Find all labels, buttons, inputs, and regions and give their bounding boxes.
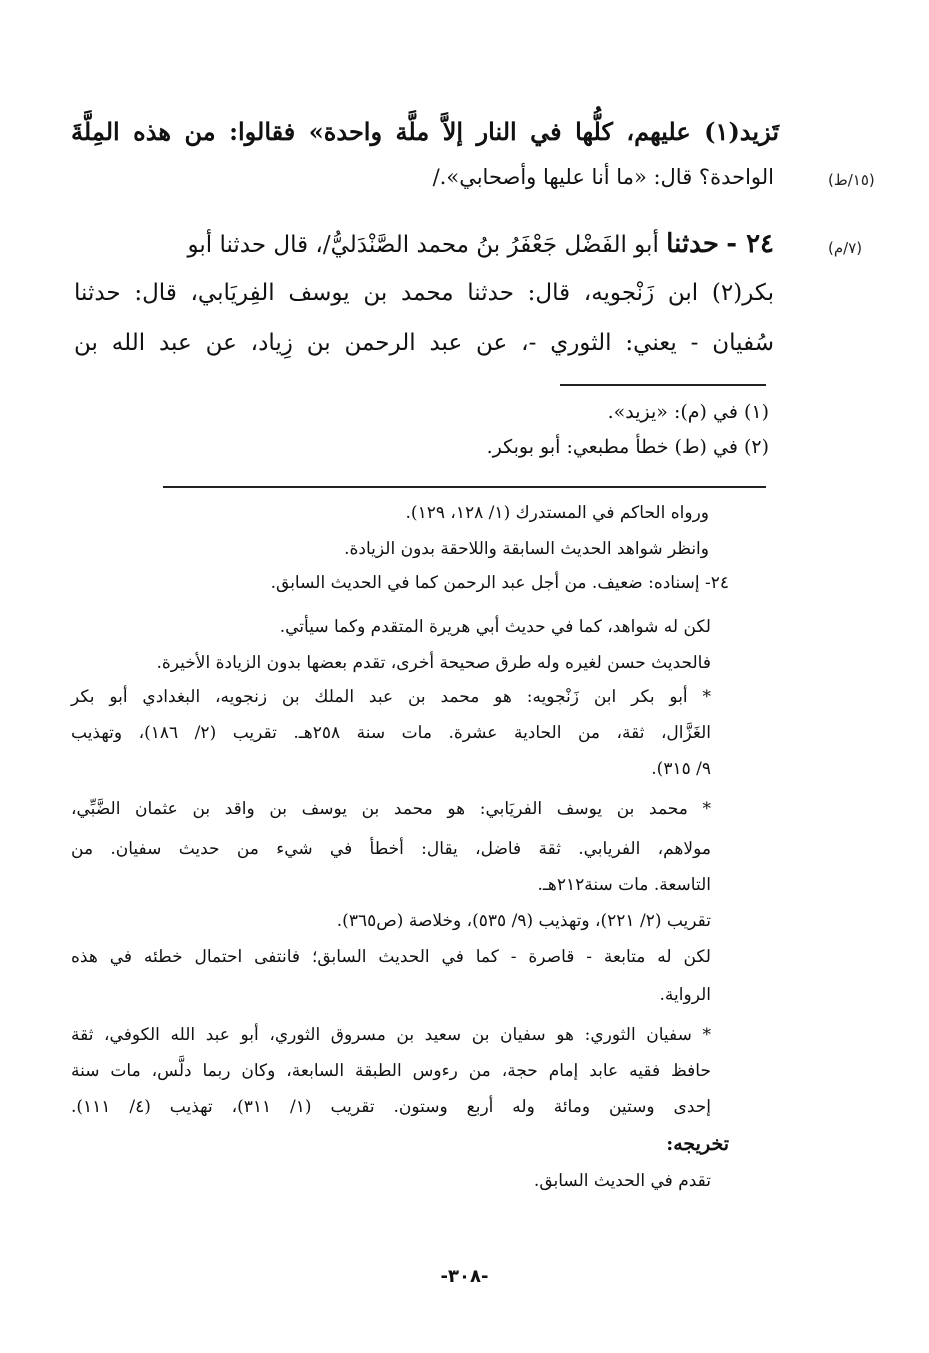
commentary-line-17: إحدى وستين ومائة وله أربع وستون. تقريب (١/ ٣١١)، تهذيب (٤/ ١١١). [71,1097,711,1117]
commentary-line-14: الرواية. [659,985,711,1005]
main-text-line-3-rest: أبو الفَضْل جَعْفَرُ بنُ محمد الصَّنْدَليُّ/، قال حدثنا أبو [187,232,659,258]
commentary-line-2: وانظر شواهد الحديث السابقة واللاحقة بدون الزيادة. [344,539,709,559]
commentary-line-8: ٩/ ٣١٥). [651,759,711,779]
commentary-line-13: لكن له متابعة - قاصرة - كما في الحديث السابق؛ فانتفى احتمال خطئه في هذه [71,947,711,967]
main-text-line-1: تَزيد(١) عليهم، كلُّها في النار إلاَّ ملَّة واحدة» فقالوا: من هذه المِلَّةَ [71,117,779,146]
main-text-line-5: سُفيان - يعني: الثوري -، عن عبد الرحمن بن زِياد، عن عبد الله بن [74,330,774,356]
commentary-line-16: حافظ فقيه عابد إمام حجة، من رءوس الطبقة السابعة، وكان ربما دلَّس، مات سنة [71,1061,711,1081]
hadith-number: ٢٤ - [726,229,774,259]
commentary-line-4: لكن له شواهد، كما في حديث أبي هريرة المتقدم وكما سيأتي. [279,617,711,637]
commentary-line-15: * سفيان الثوري: هو سفيان بن سعيد بن مسروق الثوري، أبو عبد الله الكوفي، ثقة [71,1025,711,1045]
commentary-line-12: تقريب (٢/ ٢٢١)، وتهذيب (٩/ ٥٣٥)، وخلاصة (ص٣٦٥). [336,911,711,931]
main-text-line-4: بكر(٢) ابن زَنْجويه، قال: حدثنا محمد بن يوسف الفِريَابي، قال: حدثنا [74,280,774,306]
commentary-line-3: ٢٤- إسناده: ضعيف. من أجل عبد الرحمن كما في الحديث السابق. [270,573,729,593]
commentary-line-11: التاسعة. مات سنة٢١٢هـ. [537,875,711,895]
margin-ref-mim: (٧/م) [828,239,863,257]
footnote-1: (١) في (م): «يزيد». [607,401,769,423]
page-number: -٣٠٨- [440,1266,489,1287]
commentary-line-6: * أبو بكر ابن زَنْجويه: هو محمد بن عبد الملك بن زنجويه، البغدادي أبو بكر [71,687,711,707]
main-text-line-2: الواحدة؟ قال: «ما أنا عليها وأصحابي»./ [432,165,774,189]
commentary-separator [163,486,766,488]
takhrij-heading: تخريجه: [666,1133,729,1155]
commentary-line-5: فالحديث حسن لغيره وله طرق صحيحة أخرى، تقدم بعضها بدون الزيادة الأخيرة. [156,653,711,673]
haddathana-word: حدثنا [666,229,719,259]
commentary-line-9: * محمد بن يوسف الفريَابي: هو محمد بن يوسف بن واقد بن عثمان الضَّبِّي، [71,799,711,819]
commentary-line-7: الغَزَّال، ثقة، من الحادية عشرة. مات سنة ٢٥٨هـ. تقريب (٢/ ١٨٦)، وتهذيب [71,723,711,743]
main-text-line-3 [74,229,774,259]
commentary-line-19: تقدم في الحديث السابق. [533,1171,711,1191]
footnote-2: (٢) في (ط) خطأ مطبعي: أبو بوبكر. [486,436,769,458]
commentary-line-10: مولاهم، الفريابي. ثقة فاضل، يقال: أخطأ في شيء من حديث سفيان. من [71,839,711,859]
footnote-separator [560,384,766,386]
margin-ref-ta: (١٥/ط) [828,171,875,189]
commentary-line-1: ورواه الحاكم في المستدرك (١/ ١٢٨، ١٢٩). [405,503,709,523]
